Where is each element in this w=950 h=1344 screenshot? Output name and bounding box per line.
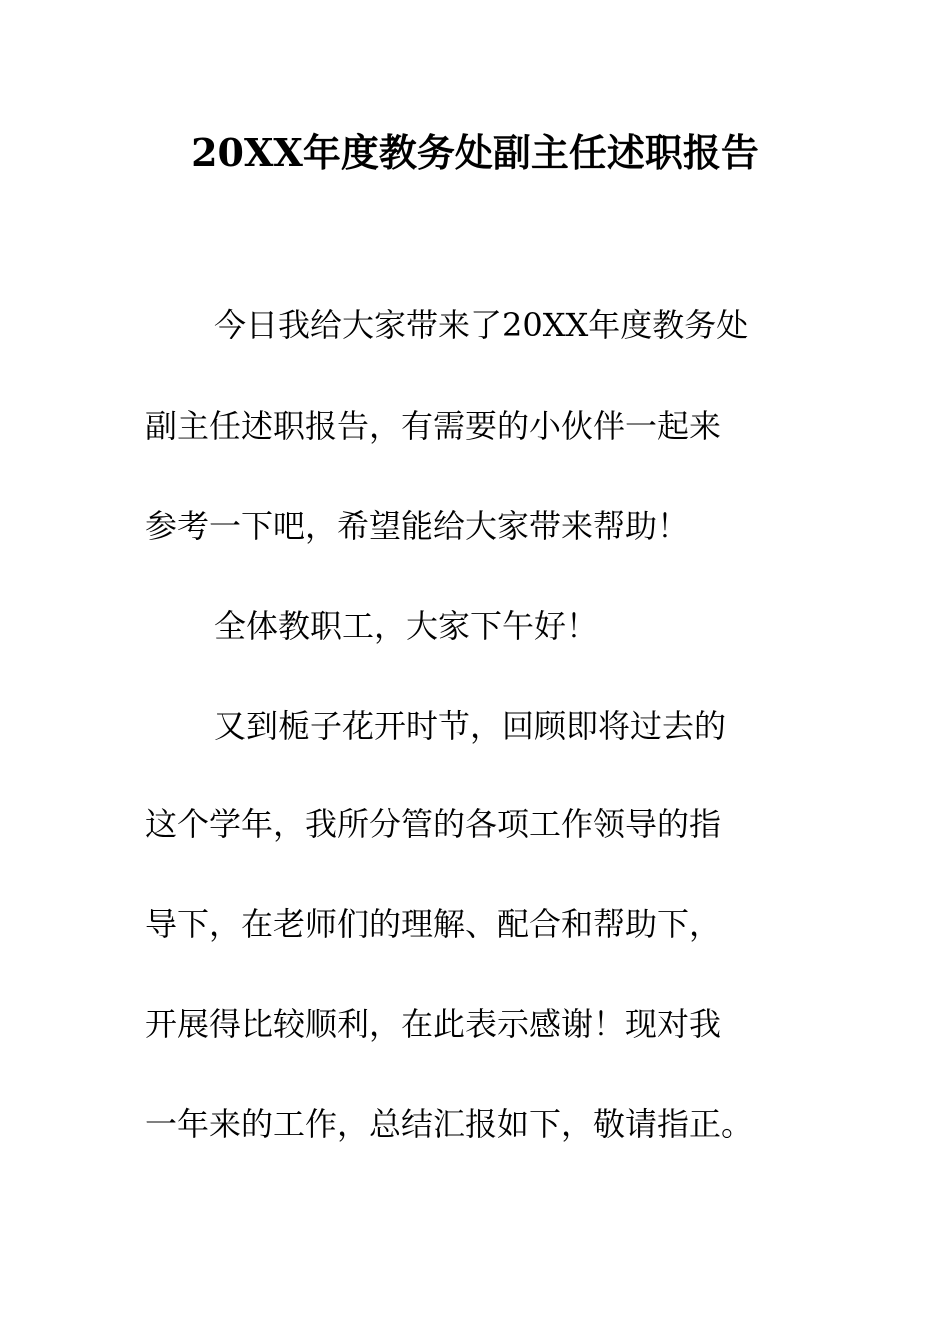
document-title: 20XX年度教务处副主任述职报告 [191, 130, 759, 175]
paragraph-line: 副主任述职报告，有需要的小伙伴一起来 [145, 407, 722, 445]
paragraph-line: 这个学年，我所分管的各项工作领导的指 [145, 805, 722, 843]
paragraph-line: 导下，在老师们的理解、配合和帮助下， [145, 905, 722, 943]
paragraph-line: 全体教职工，大家下午好！ [214, 607, 599, 645]
paragraph-line: 一年来的工作，总结汇报如下，敬请指正。 [145, 1105, 754, 1143]
paragraph-line: 今日我给大家带来了20XX年度教务处 [214, 306, 749, 344]
paragraph-line: 开展得比较顺利，在此表示感谢！现对我 [145, 1005, 722, 1043]
paragraph-line: 又到栀子花开时节，回顾即将过去的 [214, 707, 727, 745]
paragraph-line: 参考一下吧，希望能给大家带来帮助！ [145, 507, 690, 545]
